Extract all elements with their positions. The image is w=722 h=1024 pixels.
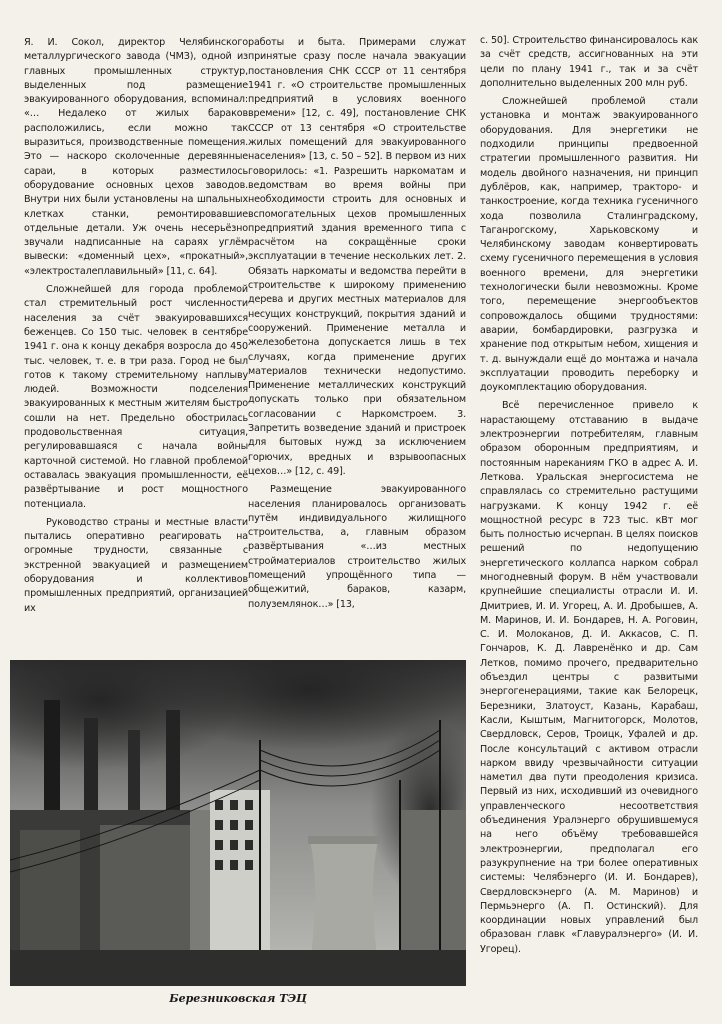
photo-illustration (10, 660, 466, 986)
paragraph: Руководство страны и местные власти пытались оперативно реагировать на огромные трудности, связанные с экстренной эвакуацией и размещением оборудования и коллективов промышленных предприятий, организацией их (24, 516, 248, 614)
power-plant-photo (10, 660, 466, 986)
paragraph: работы и быта. Примерами служат принятые сразу после начала эвакуации постановления СНК СССР от 11 сентября 1941 г. «О строительстве промышленных предприятий в условиях военного времени» [12, с. 49], постановление СНК СССР от 13 сентября «О строительстве жилых помещений для эвакуированного населения» [13, с. 50 – 52]. В первом из них говорилось: «1. Разрешить наркоматам и ведомствам во время войны при необходимости строить для основных и вспомогательных цехов промышленных предприятий здания временного типа с расчётом на сокращённые сроки эксплуатации в течение нескольких лет. 2. Обязать наркоматы и ведомства перейти в строительстве к широкому применению дерева и других местных материалов для несущих конструкций, покрытия зданий и сооружений. Применение металла и железобетона допускается лишь в тех случаях, когда применение других материалов технически недопустимо. Применение металлических конструкций допускать только при обязательном согласовании с Наркомстроем. 3. Запретить возведение зданий и пристроек для бытовых нужд за исключением горючих, вредных и взрывоопасных цехов…» [12, с. 49]. (248, 37, 466, 477)
text-column-left (24, 36, 248, 616)
paragraph: Размещение эвакуированного населения планировалось организовать путём индивидуального жилищного строительства, а, главным образом развёртывания «…из местных стройматериалов строительство жилых помещений упрощённого типа — общежитий, бараков, казарм, полуземлянок…» [13, (248, 484, 466, 610)
paragraph: Я. И. Сокол, директор Челябинского металлургического завода (ЧМЗ), одной из главных промышленных структур, выделенных под размещение эвакуированного оборудования, вспоминал: «… Недалеко от жилых бараков расположились, если можно так выразиться, производственные помещения. Это — наскоро сколоченные деревянные сараи, в которых разместилось оборудование основных цехов заводов. Внутри них были установлены на шпальных клетках станки, ремонтировавшие отдельные детали. Уж очень несерьёзно звучали надписанные на сараях углём вывески: «доменный цех», «прокатный», «электросталеплавильный» [11, с. 64]. (24, 37, 248, 277)
text-column-right (480, 34, 698, 957)
text-column-middle (248, 36, 466, 612)
paragraph: Всё перечисленное привело к нарастающему отставанию в выдаче электроэнергии потребителям, главным образом оборонным предприятиям, и постоянным нареканиям ГКО в адрес А. И. Леткова. Уральская энергосистема не справлялась со стремительно растущими нагрузками. К концу 1942 г. её мощностной ресурс в 723 тыс. кВт мог быть полностью исчерпан. В целях поисков решений по недопущению энергетического коллапса нарком собрал многодневный форум. В нём участвовали крупнейшие специалисты отрасли И. И. Дмитриев, И. И. Угорец, А. И. Дробышев, А. М. Маринов, И. И. Бондарев, Н. А. Роговин, С. И. Молоканов, Д. И. Аккасов, С. П. Гончаров, К. Д. Лавренёнко и др. Сам Летков, помимо прочего, предварительно объездил центры с развитыми энергогенерациями, такие как Белорецк, Березники, Златоуст, Казань, Карабаш, Касли, Кыштым, Магнитогорск, Молотов, Свердловск, Серов, Троицк, Уфалей и др. После консультаций с активом отрасли нарком ввиду чрезвычайности ситуации наметил два пути преодоления кризиса. Первый из них, исходивший из очевидного управленческого несоответствия объединения Уралэнерго обрушившемуся на него объёму требовавшейся электроэнергии, предполагал его разукрупнение на три более оперативных системы: Челябэнерго (И. И. Бондарев), Свердловскэнерго (А. М. Маринов) и Пермьэнерго (А. П. Остинский). Для координации новых управлений был образован главк «Главуралэнерго» (И. И. Угорец). (480, 400, 698, 955)
paragraph: Сложнейшей проблемой стали установка и монтаж эвакуированного оборудования. Для энергетики не подходили принципы предвоенной стратегии промышленного развития. Ни модель двойного назначения, ни принцип дублёров, как, например, тракторо- и танкостроение, когда техника гусеничного хода позволила Сталинградскому, Таганрогскому, Харьковскому и Челябинскому заводам конвертировать схему гусеничного перемещения в условия военного времени, для энергетики технологически были невозможны. Кроме того, перемещение энергообъектов сопровождалось общими трудностями: аварии, бомбардировки, разгрузка и хранение под открытым небом, хищения и т. д. вынуждали ещё до монтажа и начала эксплуатации проводить переборку и доукомплектацию оборудования. (480, 96, 698, 394)
paragraph: Сложнейшей для города проблемой стал стремительный рост численности населения за счёт эвакуировавшихся беженцев. Со 150 тыс. человек в сентябре 1941 г. она к концу декабря возросла до 450 тыс. человек, т. е. в три раза. Город не был готов к такому стремительному наплыву людей. Возможности подселения эвакуированных к местным жителям быстро сошли на нет. Предельно обострилась продовольственная ситуация, регулировавшаяся с начала войны карточной системой. Но главной проблемой оставалась эвакуация промышленности, её развёртывание и рост мощностного потенциала. (24, 284, 248, 510)
paragraph: с. 50]. Строительство финансировалось как за счёт средств, ассигнованных на эти цели по плану 1941 г., так и за счёт дополнительно выделенных 200 млн руб. (480, 35, 698, 89)
photo-caption: Березниковская ТЭЦ (169, 992, 307, 1005)
